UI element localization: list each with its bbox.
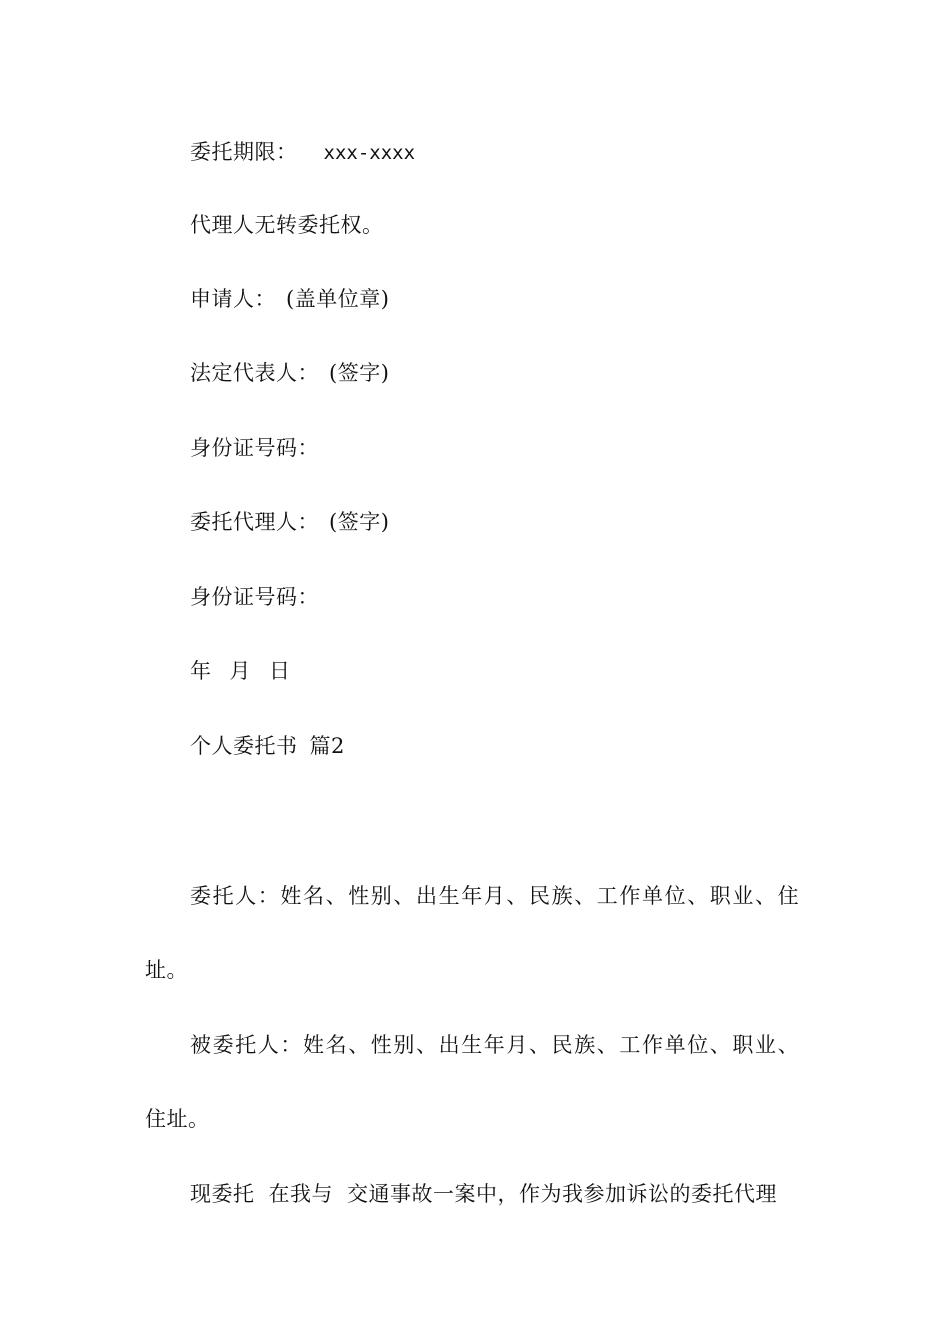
entrust-part-2: 在我与 [268, 1182, 333, 1206]
id-number-line-1: 身份证号码： [190, 436, 319, 460]
trustee-line-1 [190, 1035, 804, 1056]
section-heading [190, 736, 345, 757]
legal-rep-sign-note: (签字) [329, 361, 390, 385]
id-number-line-2: 身份证号码： [190, 585, 319, 609]
entrust-period-label: 委托期限： [190, 140, 298, 164]
date-year: 年 [190, 659, 212, 683]
entrust-period-line [190, 142, 415, 163]
applicant-label: 申请人： [190, 287, 276, 311]
date-line [190, 661, 291, 682]
section-number: 篇2 [309, 734, 345, 758]
legal-rep-label: 法定代表人： [190, 361, 319, 385]
trustee-text: 被委托人：姓名、性别、出生年月、民族、工作单位、职业、 [190, 1033, 801, 1057]
entrust-part-3: 交通事故一案中，作为我参加诉讼的委托代理 [347, 1182, 777, 1206]
agent-sign-note: (签字) [329, 510, 390, 534]
date-day: 日 [269, 659, 291, 683]
applicant-line [190, 289, 389, 310]
applicant-seal-note: (盖单位章) [286, 287, 390, 311]
section-title: 个人委托书 [190, 734, 298, 758]
agent-line [190, 512, 389, 533]
no-subdelegation-line: 代理人无转委托权。 [190, 213, 384, 237]
agent-label: 委托代理人： [190, 510, 319, 534]
principal-line-1 [190, 886, 804, 907]
principal-line-2: 址。 [145, 958, 188, 982]
entrust-part-1: 现委托 [190, 1182, 255, 1206]
date-month: 月 [229, 659, 251, 683]
trustee-line-2: 住址。 [145, 1107, 210, 1131]
principal-text: 委托人：姓名、性别、出生年月、民族、工作单位、职业、住 [190, 884, 801, 908]
legal-rep-line [190, 363, 389, 384]
entrust-statement-line [190, 1184, 777, 1205]
entrust-period-value: xxx-xxxx [323, 142, 416, 164]
